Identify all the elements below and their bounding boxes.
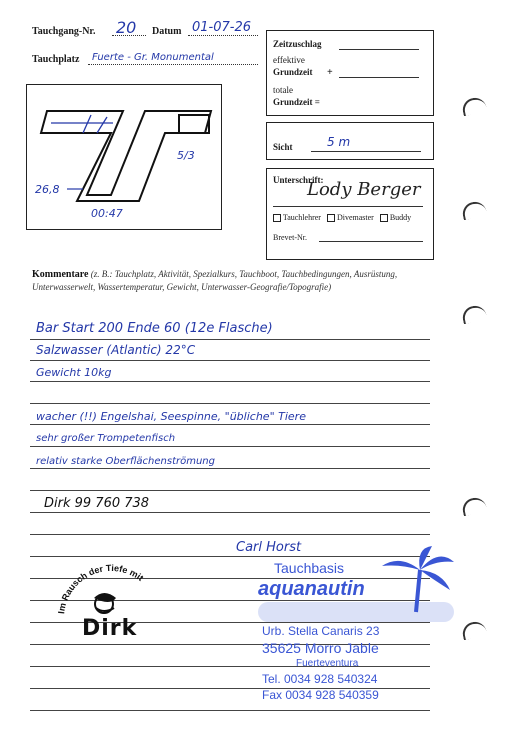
ruled-line xyxy=(30,339,430,340)
stamp-address-3: Fuerteventura xyxy=(296,658,359,669)
signature-line xyxy=(273,206,423,207)
time-box xyxy=(266,30,434,116)
safety-stop-value: 5/3 xyxy=(177,149,195,162)
ruled-line xyxy=(30,512,430,513)
effective-label-2: Grundzeit xyxy=(273,67,313,77)
ruled-line xyxy=(30,446,430,447)
stamp-fax: Fax 0034 928 540359 xyxy=(262,688,379,702)
comments-heading xyxy=(32,268,432,294)
ruled-line xyxy=(30,468,430,469)
signature-box xyxy=(266,168,434,260)
punch-hole xyxy=(461,96,488,117)
dirk-stamp-graphic xyxy=(56,560,166,660)
stamp-wave xyxy=(258,602,454,622)
stamp-phone: Tel. 0034 928 540324 xyxy=(262,672,378,686)
effective-label-1: effektive xyxy=(273,55,305,65)
dive-time-value: 00:47 xyxy=(91,207,123,220)
visibility-value: 5 m xyxy=(327,135,351,149)
stamp-address-1: Urb. Stella Canaris 23 xyxy=(262,624,380,638)
dive-site-underline xyxy=(88,64,258,65)
effective-line xyxy=(339,77,419,78)
surface-interval-line xyxy=(339,49,419,50)
comment-line-5: wacher (!!) Engelshai, Seespinne, "übliche" Tiere xyxy=(36,410,306,423)
dive-number-value: 20 xyxy=(116,18,137,37)
role-buddy-label: Buddy xyxy=(389,213,412,222)
visibility-box xyxy=(266,122,434,160)
comment-line-6: sehr großer Trompetenfisch xyxy=(36,433,176,444)
surface-interval-label: Zeitzuschlag xyxy=(273,39,322,49)
date-value: 01-07-26 xyxy=(192,20,252,35)
stamp-brand: aquanautin xyxy=(258,578,365,600)
stamp-dive-base-label: Tauchbasis xyxy=(274,560,345,576)
dive-site-label: Tauchplatz xyxy=(32,54,80,65)
dirk-stamp-arc-text: Im Rausch der Tiefe mit xyxy=(56,562,146,615)
ruled-line xyxy=(30,490,430,491)
role-instructor-label: Tauchlehrer xyxy=(282,213,321,222)
comment-line-3: Gewicht 10kg xyxy=(36,366,112,379)
dirk-stamp xyxy=(56,560,166,660)
max-depth-value: 26,8 xyxy=(35,183,60,196)
stamp-handwriting: Carl Horst xyxy=(236,540,302,555)
visibility-line xyxy=(311,151,421,152)
dive-profile-box xyxy=(26,84,222,230)
date-label: Datum xyxy=(152,26,182,37)
plus-sign: + xyxy=(327,67,333,78)
checkbox-buddy xyxy=(380,214,388,222)
signature-label: Unterschrift: xyxy=(273,175,324,185)
ruled-line xyxy=(30,710,430,711)
ruled-line xyxy=(30,360,430,361)
date-underline xyxy=(188,35,258,36)
brevet-line xyxy=(319,241,423,242)
dive-number-label: Tauchgang-Nr. xyxy=(32,26,96,37)
punch-hole xyxy=(461,496,488,517)
comment-line-9: Dirk 99 760 738 xyxy=(44,496,150,511)
stamp-address-2: 35625 Morro Jable xyxy=(262,640,379,656)
dive-site-value: Fuerte - Gr. Monumental xyxy=(92,52,214,63)
total-label-1: totale xyxy=(273,85,293,95)
role-options xyxy=(273,213,411,222)
punch-hole xyxy=(461,304,488,325)
dirk-stamp-name: Dirk xyxy=(82,616,138,641)
checkbox-divemaster xyxy=(327,214,335,222)
comment-line-1: Bar Start 200 Ende 60 (12e Flasche) xyxy=(36,321,273,336)
comments-hint: (z. B.: Tauchplatz, Aktivität, Spezialkurs, Tauchboot, Tauchbedingungen, Ausrüstung, Unterwasserwelt, Wassertemperatur, Gewicht, Unterwasser-Geografie/Topografie) xyxy=(32,269,398,292)
ruled-line xyxy=(30,403,430,404)
checkbox-instructor xyxy=(273,214,281,222)
signature-handwriting: Lody Berger xyxy=(307,179,421,200)
ruled-line xyxy=(30,424,430,425)
ruled-line xyxy=(30,381,430,382)
brevet-label: Brevet-Nr. xyxy=(273,233,307,242)
visibility-label: Sicht xyxy=(273,142,293,152)
dive-base-stamp xyxy=(236,540,460,710)
svg-text:Im Rausch der Tiefe mit xyxy=(56,563,145,614)
comments-title: Kommentare xyxy=(32,269,89,280)
total-label-2: Grundzeit = xyxy=(273,97,320,107)
role-divemaster-label: Divemaster xyxy=(336,213,374,222)
ruled-line xyxy=(30,534,430,535)
comment-line-7: relativ starke Oberflächenströmung xyxy=(36,456,215,467)
comment-line-2: Salzwasser (Atlantic) 22°C xyxy=(36,343,196,357)
punch-hole xyxy=(461,620,488,641)
punch-hole xyxy=(461,200,488,221)
